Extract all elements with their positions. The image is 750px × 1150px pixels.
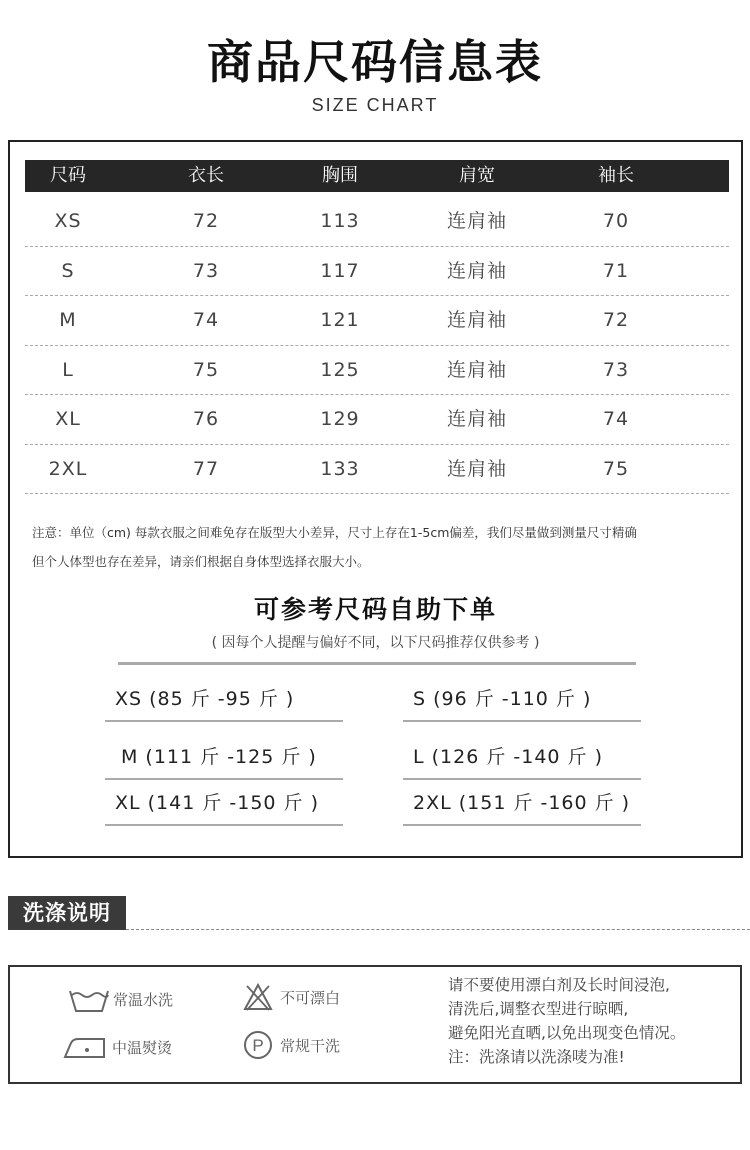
cell-chest: 125	[320, 358, 360, 381]
table-row	[25, 346, 729, 396]
cell-sleeve: 72	[602, 309, 630, 331]
washing-divider	[126, 929, 750, 930]
cell-length: 72	[192, 210, 220, 232]
size-table-body	[25, 197, 729, 494]
cell-size: XL	[55, 408, 81, 430]
cell-size: 2XL	[48, 457, 88, 480]
table-row	[25, 445, 729, 495]
cell-chest: 121	[320, 309, 360, 331]
cell-size: XS	[54, 210, 82, 232]
washing-notes	[448, 973, 738, 1069]
washing-note-line: 注：洗涤请以洗涤唛为准!	[448, 1048, 625, 1066]
no-bleach-icon	[242, 981, 274, 1013]
cell-length: 75	[192, 358, 220, 381]
wash-label: 常温水洗	[113, 991, 174, 1009]
column-header-shoulder: 肩宽	[459, 165, 495, 186]
weight-range-2xl: 2XL (151 斤 -160 斤 )	[403, 780, 641, 826]
wash-instruction	[62, 1031, 202, 1065]
cell-shoulder: 连肩袖	[446, 457, 507, 480]
page-title: 商品尺码信息表	[207, 35, 543, 89]
cell-chest: 133	[320, 457, 360, 480]
cell-shoulder: 连肩袖	[446, 210, 507, 232]
size-chart-box	[8, 140, 743, 858]
size-note-line: 但个人体型也存在差异，请亲们根据自身体型选择衣服大小。	[32, 554, 370, 569]
size-table-header	[25, 160, 729, 192]
wash-basin-icon	[68, 983, 110, 1015]
washing-note-line: 清洗后,调整衣型进行晾晒,	[448, 1000, 629, 1018]
wash-instruction	[68, 983, 198, 1017]
column-header-sleeve: 袖长	[598, 165, 634, 186]
reference-title: 可参考尺码自助下单	[253, 595, 497, 624]
cell-sleeve: 70	[602, 210, 630, 232]
weight-range-s: S (96 斤 -110 斤 )	[403, 676, 641, 722]
cell-length: 77	[192, 457, 220, 480]
reference-subtitle: ( 因每个人提醒与偏好不同，以下尺码推荐仅供参考 )	[211, 635, 540, 651]
cell-size: M	[59, 309, 77, 331]
table-row	[25, 296, 729, 346]
cell-length: 73	[192, 259, 220, 282]
washing-note-line: 请不要使用漂白剂及长时间浸泡,	[448, 976, 670, 994]
cell-chest: 113	[320, 210, 360, 232]
cell-shoulder: 连肩袖	[446, 309, 507, 331]
size-note-line: 注意：单位（cm) 每款衣服之间难免存在版型大小差异，尺寸上存在1-5cm偏差，我们尽量做到测量尺寸精确	[32, 525, 637, 540]
dry-clean-icon	[242, 1029, 274, 1061]
washing-title: 洗涤说明	[23, 901, 111, 925]
iron-icon	[62, 1031, 108, 1063]
reference-divider	[118, 662, 636, 665]
column-header-chest: 胸围	[322, 165, 358, 186]
cell-shoulder: 连肩袖	[446, 259, 507, 282]
cell-size: L	[62, 358, 74, 381]
cell-sleeve: 73	[602, 358, 630, 381]
wash-instruction	[242, 1029, 372, 1063]
page-subtitle: SIZE CHART	[311, 95, 439, 115]
washing-box	[8, 965, 742, 1084]
cell-length: 74	[192, 309, 220, 331]
cell-sleeve: 74	[602, 408, 630, 430]
wash-label: 常规干洗	[280, 1037, 341, 1055]
wash-label: 中温熨烫	[112, 1039, 173, 1057]
weight-range-xs: XS (85 斤 -95 斤 )	[105, 676, 343, 722]
table-row	[25, 197, 729, 247]
table-row	[25, 395, 729, 445]
cell-sleeve: 71	[602, 259, 630, 282]
wash-instruction	[242, 981, 372, 1015]
cell-shoulder: 连肩袖	[446, 408, 507, 430]
svg-text:P: P	[252, 1036, 264, 1055]
washing-note-line: 避免阳光直晒,以免出现变色情况。	[448, 1024, 686, 1042]
wash-label: 不可漂白	[280, 989, 341, 1007]
cell-chest: 117	[320, 259, 360, 282]
size-note	[32, 518, 732, 576]
cell-size: S	[61, 259, 75, 282]
cell-length: 76	[192, 408, 220, 430]
table-row	[25, 247, 729, 297]
cell-chest: 129	[320, 408, 360, 430]
cell-shoulder: 连肩袖	[446, 358, 507, 381]
column-header-length: 衣长	[188, 165, 224, 186]
weight-range-m: M (111 斤 -125 斤 )	[105, 734, 343, 780]
column-header-size: 尺码	[50, 165, 86, 186]
cell-sleeve: 75	[602, 457, 630, 480]
weight-range-xl: XL (141 斤 -150 斤 )	[105, 780, 343, 826]
weight-range-l: L (126 斤 -140 斤 )	[403, 734, 641, 780]
